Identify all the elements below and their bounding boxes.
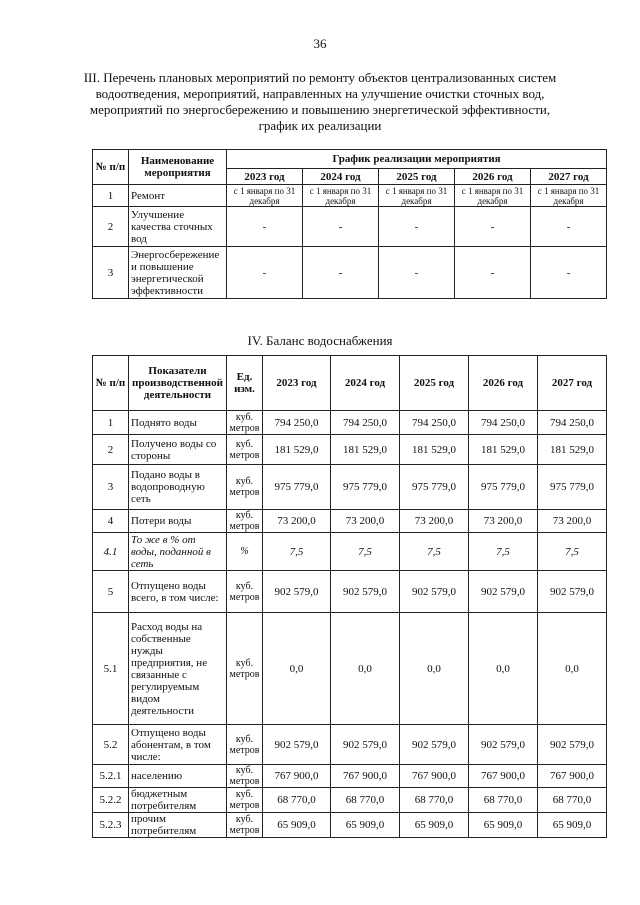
schedule-cell: с 1 января по 31 декабря	[227, 185, 303, 207]
row-number: 4	[93, 510, 129, 533]
value-cell: 65 909,0	[263, 813, 331, 838]
value-cell: 767 900,0	[400, 765, 469, 788]
value-cell: 7,5	[538, 533, 607, 571]
indicator-name: Поднято воды	[129, 411, 227, 435]
activity-name: Энергосбережение и повышение энергетической эффективности	[129, 247, 227, 299]
value-cell: 7,5	[331, 533, 400, 571]
row-number: 1	[93, 411, 129, 435]
activity-name: Улучшение качества сточных вод	[129, 207, 227, 247]
indicator-name: бюджетным потребителям	[129, 788, 227, 813]
row-number: 2	[93, 207, 129, 247]
value-cell: 794 250,0	[331, 411, 400, 435]
value-cell: 73 200,0	[400, 510, 469, 533]
row-number: 5.2.2	[93, 788, 129, 813]
section-3-title: III. Перечень плановых мероприятий по ремонту объектов централизованных систем водоотведения, мероприятий, направленных на улучшение очистки сточных вод, мероприятий по энергосбережению и повышению энергетической эффективности, график их реализации	[83, 70, 557, 133]
activities-schedule-table	[92, 149, 607, 299]
value-cell: 975 779,0	[538, 465, 607, 510]
schedule-cell: -	[455, 207, 531, 247]
value-cell: 0,0	[469, 613, 538, 725]
row-number: 3	[93, 465, 129, 510]
schedule-cell: -	[379, 247, 455, 299]
value-cell: 73 200,0	[331, 510, 400, 533]
indicator-name: прочим потребителям	[129, 813, 227, 838]
unit-cell: куб. метров	[227, 765, 263, 788]
year-header: 2026 год	[455, 169, 531, 185]
row-number: 5.2.1	[93, 765, 129, 788]
table-row	[93, 510, 607, 533]
table-row	[93, 788, 607, 813]
section-4-title: IV. Баланс водоснабжения	[247, 333, 393, 348]
table-row	[93, 813, 607, 838]
value-cell: 68 770,0	[263, 788, 331, 813]
table-row	[93, 765, 607, 788]
value-cell: 0,0	[331, 613, 400, 725]
value-cell: 65 909,0	[469, 813, 538, 838]
year-header: 2027 год	[531, 169, 607, 185]
schedule-cell: с 1 января по 31 декабря	[303, 185, 379, 207]
value-cell: 902 579,0	[400, 571, 469, 613]
value-cell: 181 529,0	[400, 435, 469, 465]
schedule-cell: -	[303, 207, 379, 247]
schedule-cell: -	[379, 207, 455, 247]
row-number: 5	[93, 571, 129, 613]
table-row	[93, 185, 607, 207]
value-cell: 73 200,0	[263, 510, 331, 533]
value-cell: 975 779,0	[469, 465, 538, 510]
value-cell: 794 250,0	[400, 411, 469, 435]
value-cell: 902 579,0	[263, 725, 331, 765]
row-number: 3	[93, 247, 129, 299]
col-header-activity: Наименование мероприятия	[129, 150, 227, 185]
unit-cell: куб. метров	[227, 510, 263, 533]
year-header: 2025 год	[379, 169, 455, 185]
year-header: 2027 год	[538, 356, 607, 411]
schedule-cell: -	[531, 207, 607, 247]
page-number: 36	[313, 36, 327, 51]
value-cell: 975 779,0	[331, 465, 400, 510]
unit-cell: куб. метров	[227, 411, 263, 435]
value-cell: 767 900,0	[331, 765, 400, 788]
value-cell: 7,5	[469, 533, 538, 571]
value-cell: 767 900,0	[469, 765, 538, 788]
schedule-cell: -	[227, 207, 303, 247]
value-cell: 794 250,0	[263, 411, 331, 435]
value-cell: 7,5	[400, 533, 469, 571]
value-cell: 794 250,0	[538, 411, 607, 435]
year-header: 2023 год	[263, 356, 331, 411]
activity-name: Ремонт	[129, 185, 227, 207]
value-cell: 68 770,0	[400, 788, 469, 813]
value-cell: 902 579,0	[263, 571, 331, 613]
value-cell: 73 200,0	[538, 510, 607, 533]
value-cell: 902 579,0	[400, 725, 469, 765]
unit-cell: куб. метров	[227, 613, 263, 725]
row-number: 4.1	[93, 533, 129, 571]
value-cell: 902 579,0	[538, 571, 607, 613]
unit-cell: куб. метров	[227, 465, 263, 510]
table-row	[93, 613, 607, 725]
value-cell: 794 250,0	[469, 411, 538, 435]
unit-cell: куб. метров	[227, 571, 263, 613]
table-row	[93, 725, 607, 765]
value-cell: 902 579,0	[331, 725, 400, 765]
value-cell: 7,5	[263, 533, 331, 571]
schedule-cell: -	[455, 247, 531, 299]
table-row	[93, 207, 607, 247]
schedule-cell: с 1 января по 31 декабря	[379, 185, 455, 207]
table-row	[93, 465, 607, 510]
schedule-cell: с 1 января по 31 декабря	[531, 185, 607, 207]
row-number: 5.2.3	[93, 813, 129, 838]
schedule-cell: -	[227, 247, 303, 299]
schedule-cell: -	[531, 247, 607, 299]
value-cell: 0,0	[400, 613, 469, 725]
unit-cell: куб. метров	[227, 725, 263, 765]
indicator-name: Расход воды на собственные нужды предприятия, не связанные с регулируемым видом деятельности	[129, 613, 227, 725]
unit-cell: куб. метров	[227, 435, 263, 465]
indicator-name: Потери воды	[129, 510, 227, 533]
row-number: 1	[93, 185, 129, 207]
indicator-name: Отпущено воды абонентам, в том числе:	[129, 725, 227, 765]
table-row	[93, 411, 607, 435]
year-header: 2024 год	[303, 169, 379, 185]
col-header-unit: Ед. изм.	[227, 356, 263, 411]
value-cell: 902 579,0	[538, 725, 607, 765]
value-cell: 181 529,0	[331, 435, 400, 465]
col-header-schedule: График реализации мероприятия	[227, 150, 607, 169]
col-header-indicator: Показатели производственной деятельности	[129, 356, 227, 411]
unit-cell: куб. метров	[227, 813, 263, 838]
indicator-name: Отпущено воды всего, в том числе:	[129, 571, 227, 613]
indicator-name: населению	[129, 765, 227, 788]
value-cell: 65 909,0	[538, 813, 607, 838]
value-cell: 0,0	[538, 613, 607, 725]
table-row	[93, 247, 607, 299]
value-cell: 767 900,0	[263, 765, 331, 788]
table-row	[93, 571, 607, 613]
value-cell: 975 779,0	[400, 465, 469, 510]
indicator-name: Подано воды в водопроводную сеть	[129, 465, 227, 510]
value-cell: 181 529,0	[469, 435, 538, 465]
unit-cell: %	[227, 533, 263, 571]
year-header: 2025 год	[400, 356, 469, 411]
value-cell: 767 900,0	[538, 765, 607, 788]
value-cell: 0,0	[263, 613, 331, 725]
schedule-cell: -	[303, 247, 379, 299]
indicator-name: То же в % от воды, поданной в сеть	[129, 533, 227, 571]
row-number: 2	[93, 435, 129, 465]
value-cell: 73 200,0	[469, 510, 538, 533]
table-row	[93, 533, 607, 571]
table-row	[93, 435, 607, 465]
year-header: 2023 год	[227, 169, 303, 185]
indicator-name: Получено воды со стороны	[129, 435, 227, 465]
value-cell: 902 579,0	[331, 571, 400, 613]
value-cell: 975 779,0	[263, 465, 331, 510]
unit-cell: куб. метров	[227, 788, 263, 813]
schedule-cell: с 1 января по 31 декабря	[455, 185, 531, 207]
value-cell: 65 909,0	[331, 813, 400, 838]
col-header-num: № п/п	[93, 150, 129, 185]
col-header-num: № п/п	[93, 356, 129, 411]
value-cell: 68 770,0	[538, 788, 607, 813]
value-cell: 181 529,0	[538, 435, 607, 465]
value-cell: 902 579,0	[469, 571, 538, 613]
year-header: 2026 год	[469, 356, 538, 411]
value-cell: 68 770,0	[331, 788, 400, 813]
value-cell: 902 579,0	[469, 725, 538, 765]
water-balance-table	[92, 355, 607, 838]
value-cell: 65 909,0	[400, 813, 469, 838]
value-cell: 68 770,0	[469, 788, 538, 813]
row-number: 5.2	[93, 725, 129, 765]
value-cell: 181 529,0	[263, 435, 331, 465]
row-number: 5.1	[93, 613, 129, 725]
year-header: 2024 год	[331, 356, 400, 411]
